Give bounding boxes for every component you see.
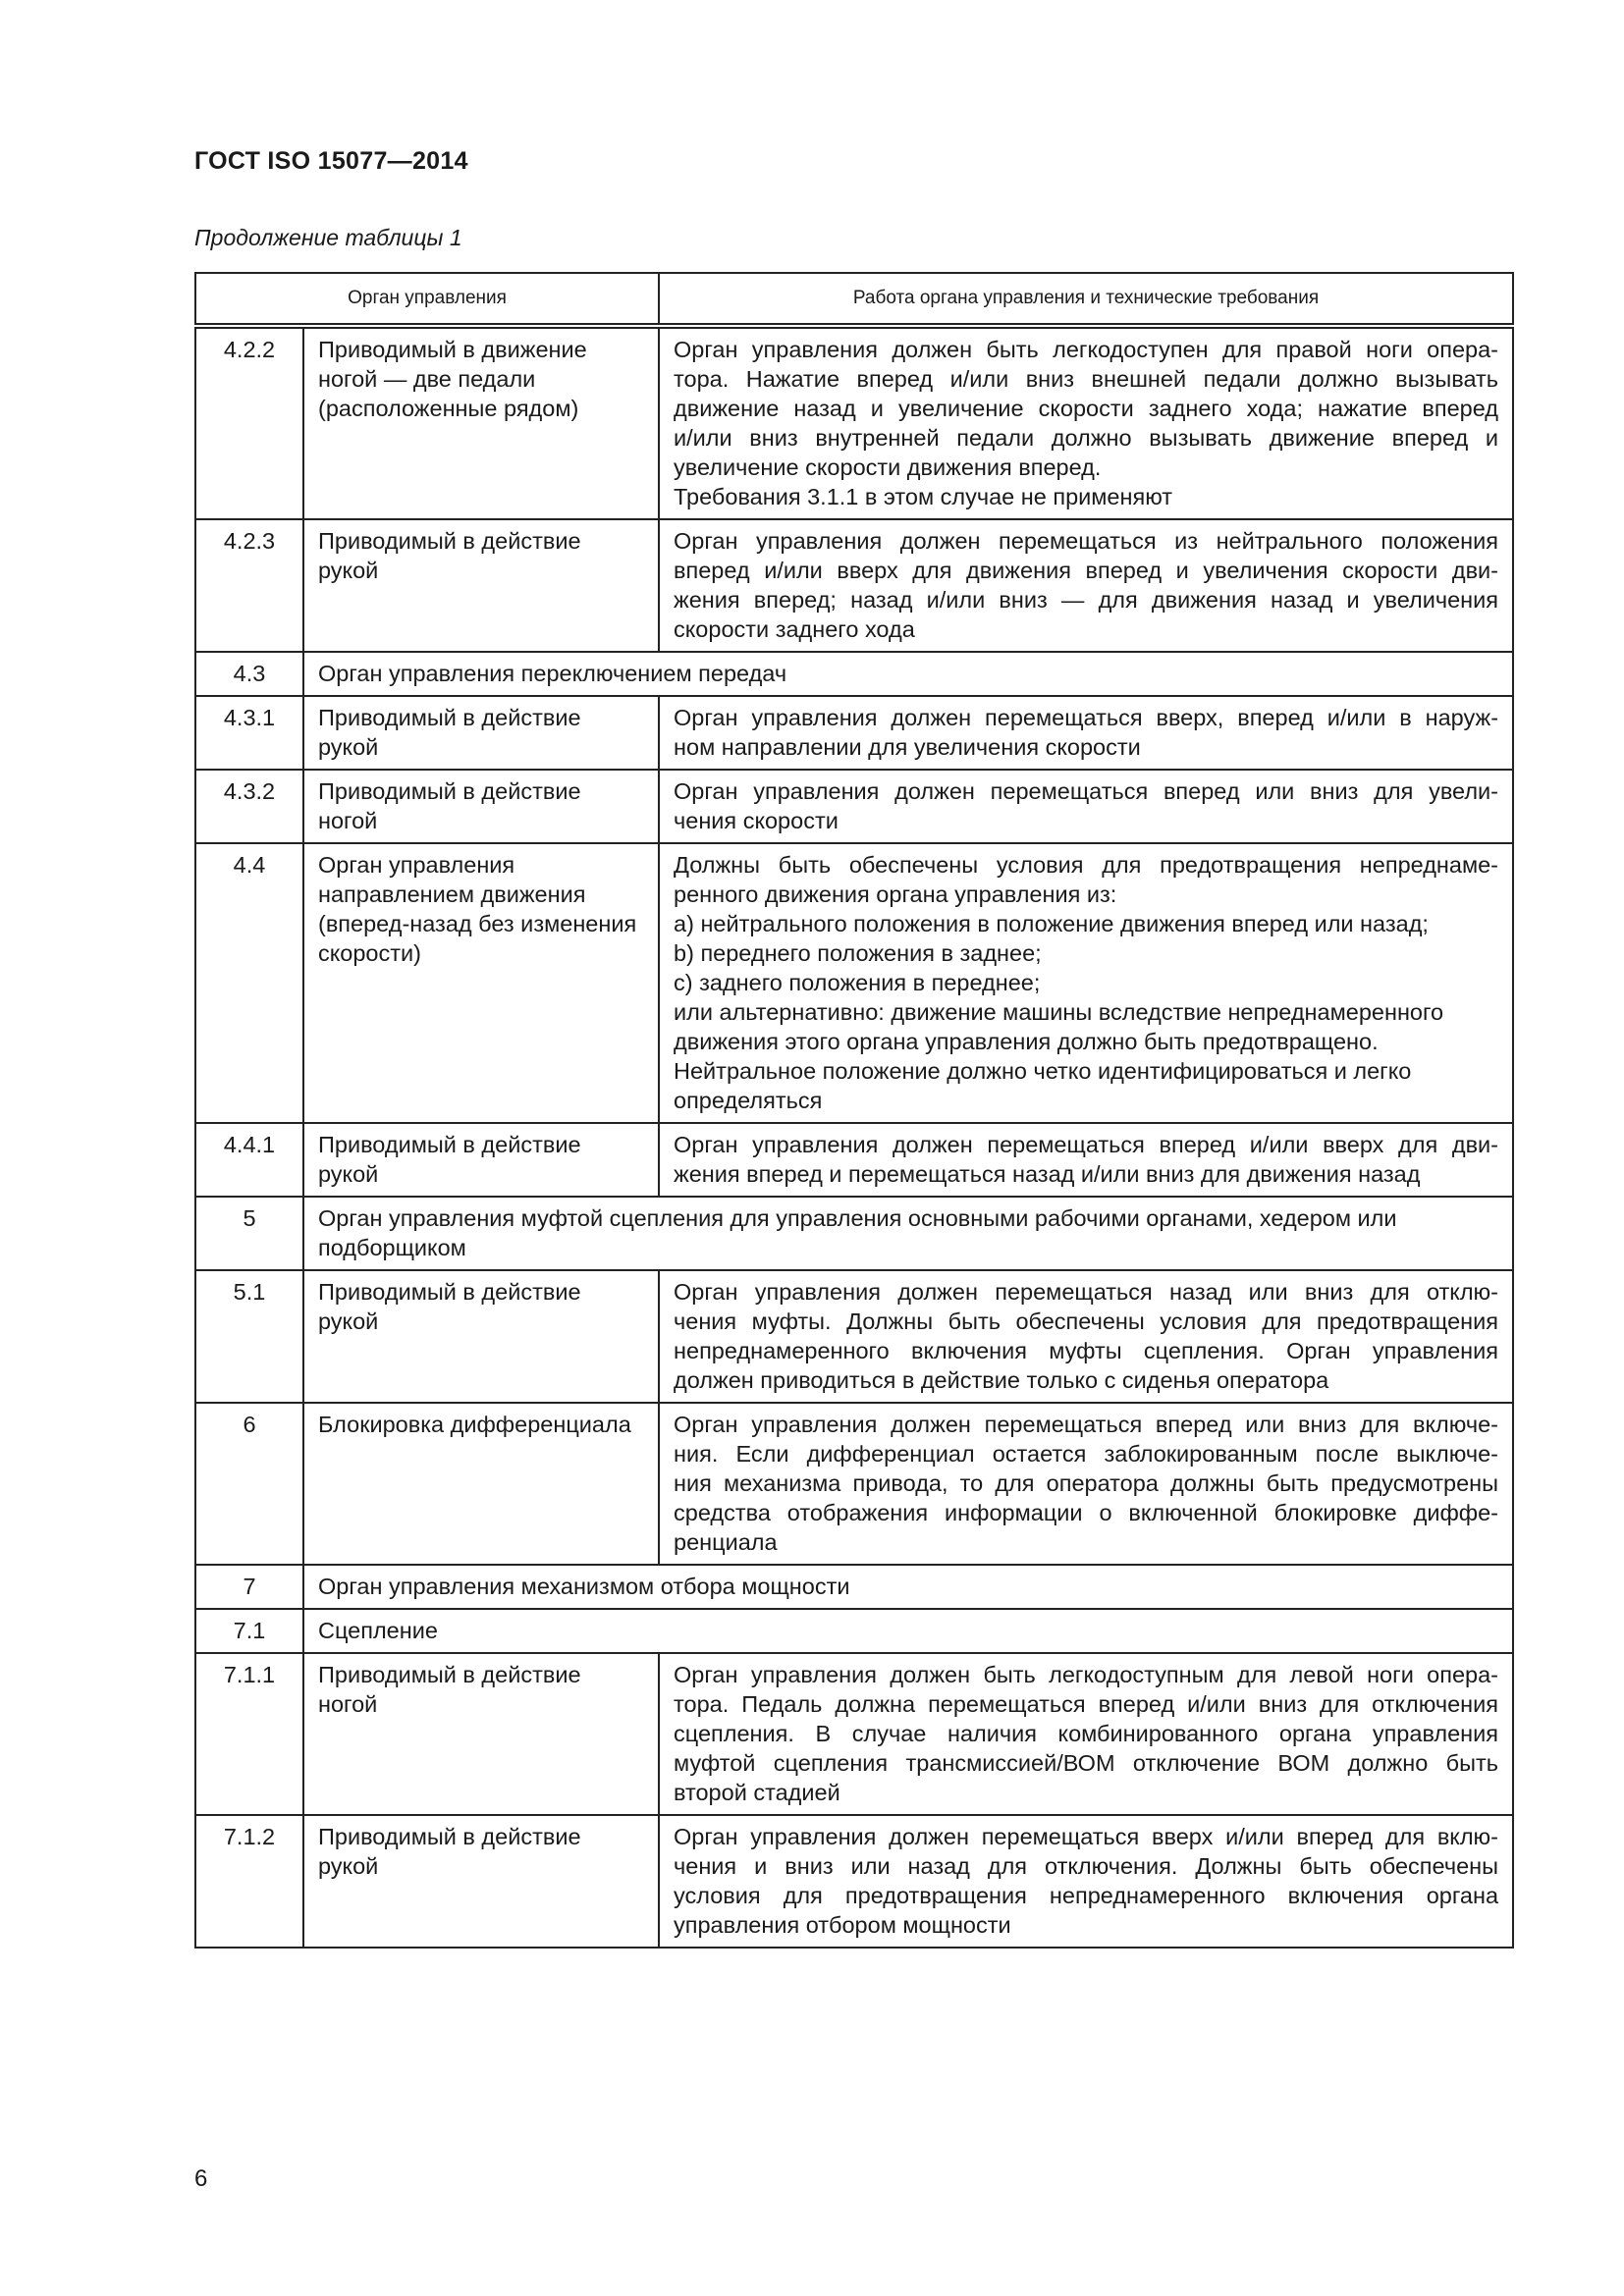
requirement-line: увеличение скорости движения вперед.: [674, 454, 1102, 480]
requirement-line: Орган управления должен быть легкодоступным для левой ноги опера-: [674, 1662, 1499, 1687]
requirement-line: ренциала: [674, 1529, 778, 1555]
requirement-line: ния. Если дифференциал остается заблокированным после выключе-: [674, 1441, 1499, 1467]
control-name: Приводимый в движение ногой — две педали (расположенные рядом): [303, 326, 659, 519]
requirement-line: Требования 3.1.1 в этом случае не применяют: [674, 484, 1173, 509]
requirement-line: второй стадией: [674, 1780, 840, 1805]
requirement-line: средства отображения информации о включенной блокировке диффе-: [674, 1500, 1499, 1525]
table-row: [195, 843, 1513, 1123]
clause-number: 4.2.2: [195, 326, 303, 519]
requirement-text: [659, 519, 1513, 652]
control-name: Приводимый в действие рукой: [303, 1123, 659, 1197]
table-row: [195, 1653, 1513, 1815]
control-name: Приводимый в действие рукой: [303, 696, 659, 770]
requirement-line: Орган управления должен перемещаться вперед или вниз для увели-: [674, 778, 1499, 804]
table-row: [195, 696, 1513, 770]
requirement-line: тора. Нажатие вперед и/или вниз внешней педали должно вызывать: [674, 366, 1499, 392]
requirement-text: [659, 1653, 1513, 1815]
table-row: [195, 1565, 1513, 1609]
table-row: [195, 1197, 1513, 1270]
table-row: [195, 770, 1513, 843]
section-title: Орган управления переключением передач: [303, 652, 1513, 696]
requirement-line: жения вперед и перемещаться назад и/или вниз для движения назад: [674, 1161, 1421, 1187]
table-row: [195, 1815, 1513, 1948]
requirement-text: [659, 1403, 1513, 1565]
requirement-line: муфтой сцепления трансмиссией/ВОМ отключение ВОМ должно быть: [674, 1750, 1499, 1776]
table-row: [195, 1609, 1513, 1653]
requirement-line: ном направлении для увеличения скорости: [674, 734, 1141, 760]
table-row: [195, 1403, 1513, 1565]
control-name: Приводимый в действие рукой: [303, 519, 659, 652]
requirement-text: [659, 1123, 1513, 1197]
requirement-line: Орган управления должен перемещаться вперед и/или вверх для дви-: [674, 1132, 1499, 1157]
control-name: Блокировка дифференциала: [303, 1403, 659, 1565]
table-body: [195, 326, 1513, 1948]
control-name: Приводимый в действие рукой: [303, 1270, 659, 1403]
requirement-line: Должны быть обеспечены условия для предотвращения непреднаме-: [674, 852, 1499, 878]
clause-number: 5: [195, 1197, 303, 1270]
clause-number: 6: [195, 1403, 303, 1565]
requirement-line: c) заднего положения в переднее;: [674, 970, 1041, 995]
requirement-line: сцепления. В случае наличия комбинированного органа управления: [674, 1721, 1499, 1746]
requirement-text: [659, 1815, 1513, 1948]
requirement-line: Орган управления должен перемещаться вверх, вперед и/или в наруж-: [674, 705, 1499, 730]
requirement-text: [659, 696, 1513, 770]
requirement-line: ренного движения органа управления из:: [674, 881, 1117, 907]
requirement-line: или альтернативно: движение машины вследствие непреднамеренного: [674, 999, 1444, 1025]
requirement-line: a) нейтрального положения в положение движения вперед или назад;: [674, 911, 1429, 936]
section-title: Сцепление: [303, 1609, 1513, 1653]
requirement-line: Орган управления должен быть легкодоступен для правой ноги опера-: [674, 337, 1499, 362]
requirement-line: и/или вниз внутренней педали должно вызывать движение вперед и: [674, 425, 1499, 451]
table-header-row: [195, 273, 1513, 326]
requirement-line: Орган управления должен перемещаться из нейтрального положения: [674, 528, 1499, 554]
requirement-line: скорости заднего хода: [674, 616, 915, 642]
requirement-line: чения скорости: [674, 808, 839, 833]
page-number: 6: [194, 2165, 208, 2192]
requirement-text: [659, 326, 1513, 519]
requirement-line: условия для предотвращения непреднамеренного включения органа: [674, 1883, 1499, 1908]
requirement-line: чения муфты. Должны быть обеспечены условия для предотвращения: [674, 1308, 1499, 1334]
table-caption: Продолжение таблицы 1: [194, 225, 462, 250]
document-header: ГОСТ ISO 15077—2014: [194, 147, 468, 175]
requirement-line: управления отбором мощности: [674, 1912, 1011, 1938]
clause-number: 4.3: [195, 652, 303, 696]
control-name: Приводимый в действие рукой: [303, 1815, 659, 1948]
requirement-text: [659, 843, 1513, 1123]
requirement-line: Орган управления должен перемещаться назад или вниз для отклю-: [674, 1279, 1499, 1305]
requirement-line: ния механизма привода, то для оператора должны быть предусмотрены: [674, 1470, 1499, 1496]
column-header-control: Орган управления: [195, 273, 659, 326]
clause-number: 4.2.3: [195, 519, 303, 652]
requirement-text: [659, 1270, 1513, 1403]
table-row: [195, 326, 1513, 519]
requirement-line: Орган управления должен перемещаться вперед или вниз для включе-: [674, 1412, 1499, 1437]
requirement-line: определяться: [674, 1088, 823, 1113]
requirement-line: тора. Педаль должна перемещаться вперед и/или вниз для отключения: [674, 1691, 1499, 1717]
requirement-line: непреднамеренного включения муфты сцепления. Орган управления: [674, 1338, 1499, 1363]
clause-number: 7.1.1: [195, 1653, 303, 1815]
requirement-line: движение назад и увеличение скорости заднего хода; нажатие вперед: [674, 396, 1499, 421]
table-row: [195, 1270, 1513, 1403]
clause-number: 4.4: [195, 843, 303, 1123]
section-title: Орган управления муфтой сцепления для управления основными рабочими органами, хедером или подборщиком: [303, 1197, 1513, 1270]
requirement-line: Орган управления должен перемещаться вверх и/или вперед для вклю-: [674, 1824, 1499, 1849]
clause-number: 4.3.1: [195, 696, 303, 770]
table-row: [195, 519, 1513, 652]
section-title: Орган управления механизмом отбора мощности: [303, 1565, 1513, 1609]
control-name: Орган управления направлением движения (вперед-назад без изменения скорости): [303, 843, 659, 1123]
clause-number: 7.1.2: [195, 1815, 303, 1948]
requirement-text: [659, 770, 1513, 843]
clause-number: 7: [195, 1565, 303, 1609]
table-row: [195, 1123, 1513, 1197]
column-header-requirements: Работа органа управления и технические требования: [659, 273, 1513, 326]
requirement-line: должен приводиться в действие только с сиденья оператора: [674, 1367, 1329, 1393]
requirements-table: [194, 272, 1514, 1949]
clause-number: 4.4.1: [195, 1123, 303, 1197]
requirement-line: Нейтральное положение должно четко идентифицироваться и легко: [674, 1058, 1412, 1084]
clause-number: 7.1: [195, 1609, 303, 1653]
clause-number: 4.3.2: [195, 770, 303, 843]
table-row: [195, 652, 1513, 696]
clause-number: 5.1: [195, 1270, 303, 1403]
requirement-line: жения вперед; назад и/или вниз — для движения назад и увеличения: [674, 587, 1499, 613]
control-name: Приводимый в действие ногой: [303, 1653, 659, 1815]
requirement-line: чения и вниз или назад для отключения. Должны быть обеспечены: [674, 1853, 1499, 1879]
requirement-line: движения этого органа управления должно быть предотвращено.: [674, 1029, 1379, 1054]
requirement-line: b) переднего положения в заднее;: [674, 940, 1042, 966]
control-name: Приводимый в действие ногой: [303, 770, 659, 843]
requirement-line: вперед и/или вверх для движения вперед и увеличения скорости дви-: [674, 558, 1499, 583]
